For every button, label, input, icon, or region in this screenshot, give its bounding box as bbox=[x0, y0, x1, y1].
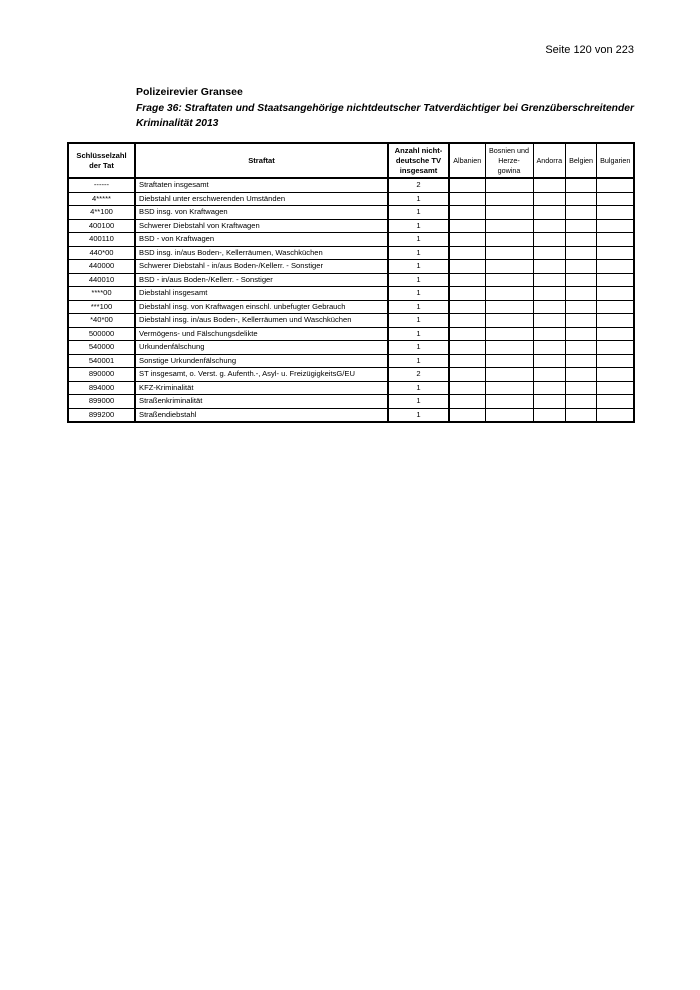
row-bulgarien bbox=[597, 233, 635, 247]
table-row bbox=[68, 287, 634, 301]
row-offense: Straftaten insgesamt bbox=[135, 178, 388, 192]
table-row bbox=[68, 354, 634, 368]
row-albanien bbox=[449, 395, 485, 409]
row-belgien bbox=[566, 233, 597, 247]
table-row bbox=[68, 381, 634, 395]
row-offense: BSD - in/aus Boden-/Kellerr. - Sonstiger bbox=[135, 273, 388, 287]
row-andorra bbox=[533, 300, 566, 314]
row-albanien bbox=[449, 368, 485, 382]
row-offense: BSD insg. von Kraftwagen bbox=[135, 206, 388, 220]
table-row bbox=[68, 368, 634, 382]
row-albanien bbox=[449, 354, 485, 368]
row-belgien bbox=[566, 408, 597, 422]
row-bulgarien bbox=[597, 300, 635, 314]
document-header bbox=[136, 86, 656, 131]
table-row bbox=[68, 327, 634, 341]
row-offense: Diebstahl insg. in/aus Boden-, Kellerräumen und Waschküchen bbox=[135, 314, 388, 328]
header-bulgarien: Bulgarien bbox=[597, 143, 635, 178]
row-bulgarien bbox=[597, 273, 635, 287]
row-count: 1 bbox=[388, 354, 449, 368]
row-offense: Diebstahl insg. von Kraftwagen einschl. unbefugter Gebrauch bbox=[135, 300, 388, 314]
row-key: 400110 bbox=[68, 233, 135, 247]
row-key: ***100 bbox=[68, 300, 135, 314]
row-bosnien bbox=[485, 287, 533, 301]
row-belgien bbox=[566, 260, 597, 274]
row-key: ------ bbox=[68, 178, 135, 192]
row-albanien bbox=[449, 327, 485, 341]
row-belgien bbox=[566, 327, 597, 341]
row-key: *40*00 bbox=[68, 314, 135, 328]
row-andorra bbox=[533, 246, 566, 260]
row-bosnien bbox=[485, 368, 533, 382]
row-albanien bbox=[449, 300, 485, 314]
row-key: 440010 bbox=[68, 273, 135, 287]
row-count: 1 bbox=[388, 233, 449, 247]
row-albanien bbox=[449, 381, 485, 395]
row-offense: Vermögens- und Fälschungsdelikte bbox=[135, 327, 388, 341]
row-count: 1 bbox=[388, 381, 449, 395]
row-belgien bbox=[566, 381, 597, 395]
row-key: 894000 bbox=[68, 381, 135, 395]
row-bulgarien bbox=[597, 260, 635, 274]
row-key: 440000 bbox=[68, 260, 135, 274]
table-row bbox=[68, 206, 634, 220]
row-offense: Sonstige Urkundenfälschung bbox=[135, 354, 388, 368]
header-bosnien: Bosnien und Herze-gowina bbox=[485, 143, 533, 178]
header-albanien: Albanien bbox=[449, 143, 485, 178]
row-andorra bbox=[533, 341, 566, 355]
row-bosnien bbox=[485, 300, 533, 314]
row-offense: Urkundenfälschung bbox=[135, 341, 388, 355]
row-andorra bbox=[533, 287, 566, 301]
row-albanien bbox=[449, 273, 485, 287]
row-andorra bbox=[533, 395, 566, 409]
row-count: 1 bbox=[388, 327, 449, 341]
row-bulgarien bbox=[597, 314, 635, 328]
row-count: 1 bbox=[388, 341, 449, 355]
question-title: Frage 36: Straftaten und Staatsangehörige nichtdeutscher Tatverdächtiger bei Grenzüberschreitender Kriminalität 2013 bbox=[136, 103, 634, 129]
row-belgien bbox=[566, 300, 597, 314]
row-bulgarien bbox=[597, 408, 635, 422]
row-bosnien bbox=[485, 192, 533, 206]
row-andorra bbox=[533, 408, 566, 422]
row-andorra bbox=[533, 206, 566, 220]
row-andorra bbox=[533, 314, 566, 328]
table-row bbox=[68, 233, 634, 247]
row-belgien bbox=[566, 287, 597, 301]
row-bulgarien bbox=[597, 178, 635, 192]
row-andorra bbox=[533, 260, 566, 274]
row-bosnien bbox=[485, 327, 533, 341]
station-title: Polizeirevier Gransee bbox=[136, 86, 243, 98]
row-offense: BSD - von Kraftwagen bbox=[135, 233, 388, 247]
row-key: 4**100 bbox=[68, 206, 135, 220]
row-key: 540000 bbox=[68, 341, 135, 355]
row-albanien bbox=[449, 246, 485, 260]
row-andorra bbox=[533, 368, 566, 382]
row-belgien bbox=[566, 341, 597, 355]
row-offense: Schwerer Diebstahl von Kraftwagen bbox=[135, 219, 388, 233]
row-key: 899200 bbox=[68, 408, 135, 422]
row-bulgarien bbox=[597, 246, 635, 260]
row-andorra bbox=[533, 178, 566, 192]
row-andorra bbox=[533, 192, 566, 206]
row-key: 500000 bbox=[68, 327, 135, 341]
table-row bbox=[68, 192, 634, 206]
row-belgien bbox=[566, 219, 597, 233]
row-albanien bbox=[449, 192, 485, 206]
table-row bbox=[68, 341, 634, 355]
row-albanien bbox=[449, 206, 485, 220]
row-count: 1 bbox=[388, 246, 449, 260]
table-header-row bbox=[68, 143, 634, 178]
table-row bbox=[68, 178, 634, 192]
row-offense: Diebstahl insgesamt bbox=[135, 287, 388, 301]
header-andorra: Andorra bbox=[533, 143, 566, 178]
row-bosnien bbox=[485, 354, 533, 368]
row-albanien bbox=[449, 219, 485, 233]
row-count: 2 bbox=[388, 368, 449, 382]
row-bulgarien bbox=[597, 192, 635, 206]
page-number: Seite 120 von 223 bbox=[545, 44, 634, 56]
row-bulgarien bbox=[597, 368, 635, 382]
row-bosnien bbox=[485, 260, 533, 274]
row-bosnien bbox=[485, 206, 533, 220]
row-offense: Schwerer Diebstahl - in/aus Boden-/Kellerr. - Sonstiger bbox=[135, 260, 388, 274]
row-bulgarien bbox=[597, 287, 635, 301]
row-key: 400100 bbox=[68, 219, 135, 233]
row-count: 1 bbox=[388, 300, 449, 314]
table-row bbox=[68, 408, 634, 422]
row-albanien bbox=[449, 314, 485, 328]
table-row bbox=[68, 273, 634, 287]
row-bosnien bbox=[485, 395, 533, 409]
table-row bbox=[68, 300, 634, 314]
table-row bbox=[68, 246, 634, 260]
table-row bbox=[68, 314, 634, 328]
row-bulgarien bbox=[597, 381, 635, 395]
row-offense: BSD insg. in/aus Boden-, Kellerräumen, Waschküchen bbox=[135, 246, 388, 260]
row-bulgarien bbox=[597, 219, 635, 233]
row-albanien bbox=[449, 178, 485, 192]
row-albanien bbox=[449, 260, 485, 274]
row-count: 2 bbox=[388, 178, 449, 192]
row-albanien bbox=[449, 287, 485, 301]
row-bosnien bbox=[485, 314, 533, 328]
table-row bbox=[68, 260, 634, 274]
header-belgien: Belgien bbox=[566, 143, 597, 178]
header-total: Anzahl nicht-deutsche TV insgesamt bbox=[388, 143, 449, 178]
row-andorra bbox=[533, 381, 566, 395]
row-andorra bbox=[533, 273, 566, 287]
row-count: 1 bbox=[388, 314, 449, 328]
row-belgien bbox=[566, 246, 597, 260]
row-count: 1 bbox=[388, 273, 449, 287]
row-bulgarien bbox=[597, 341, 635, 355]
row-andorra bbox=[533, 327, 566, 341]
row-count: 1 bbox=[388, 260, 449, 274]
row-bulgarien bbox=[597, 327, 635, 341]
row-belgien bbox=[566, 206, 597, 220]
row-albanien bbox=[449, 341, 485, 355]
row-bulgarien bbox=[597, 206, 635, 220]
row-albanien bbox=[449, 408, 485, 422]
row-bosnien bbox=[485, 246, 533, 260]
row-andorra bbox=[533, 219, 566, 233]
row-key: 440*00 bbox=[68, 246, 135, 260]
row-count: 1 bbox=[388, 206, 449, 220]
row-offense: Diebstahl unter erschwerenden Umständen bbox=[135, 192, 388, 206]
row-bosnien bbox=[485, 408, 533, 422]
row-belgien bbox=[566, 273, 597, 287]
header-offense: Straftat bbox=[135, 143, 388, 178]
row-key: 4***** bbox=[68, 192, 135, 206]
row-count: 1 bbox=[388, 287, 449, 301]
row-count: 1 bbox=[388, 395, 449, 409]
row-belgien bbox=[566, 314, 597, 328]
row-count: 1 bbox=[388, 408, 449, 422]
header-key: Schlüsselzahl der Tat bbox=[68, 143, 135, 178]
row-belgien bbox=[566, 192, 597, 206]
row-key: ****00 bbox=[68, 287, 135, 301]
row-key: 899000 bbox=[68, 395, 135, 409]
row-offense: ST insgesamt, o. Verst. g. Aufenth.-, Asyl- u. FreizügigkeitsG/EU bbox=[135, 368, 388, 382]
row-bulgarien bbox=[597, 395, 635, 409]
row-bosnien bbox=[485, 381, 533, 395]
row-belgien bbox=[566, 368, 597, 382]
row-key: 890000 bbox=[68, 368, 135, 382]
row-bosnien bbox=[485, 178, 533, 192]
row-key: 540001 bbox=[68, 354, 135, 368]
row-andorra bbox=[533, 354, 566, 368]
row-albanien bbox=[449, 233, 485, 247]
row-bosnien bbox=[485, 341, 533, 355]
table-row bbox=[68, 219, 634, 233]
offense-table bbox=[67, 142, 635, 423]
row-belgien bbox=[566, 178, 597, 192]
row-bosnien bbox=[485, 219, 533, 233]
row-count: 1 bbox=[388, 219, 449, 233]
row-belgien bbox=[566, 354, 597, 368]
row-andorra bbox=[533, 233, 566, 247]
table-row bbox=[68, 395, 634, 409]
row-offense: Straßendiebstahl bbox=[135, 408, 388, 422]
row-bosnien bbox=[485, 273, 533, 287]
row-bulgarien bbox=[597, 354, 635, 368]
row-offense: Straßenkriminalität bbox=[135, 395, 388, 409]
row-belgien bbox=[566, 395, 597, 409]
row-count: 1 bbox=[388, 192, 449, 206]
row-bosnien bbox=[485, 233, 533, 247]
row-offense: KFZ-Kriminalität bbox=[135, 381, 388, 395]
